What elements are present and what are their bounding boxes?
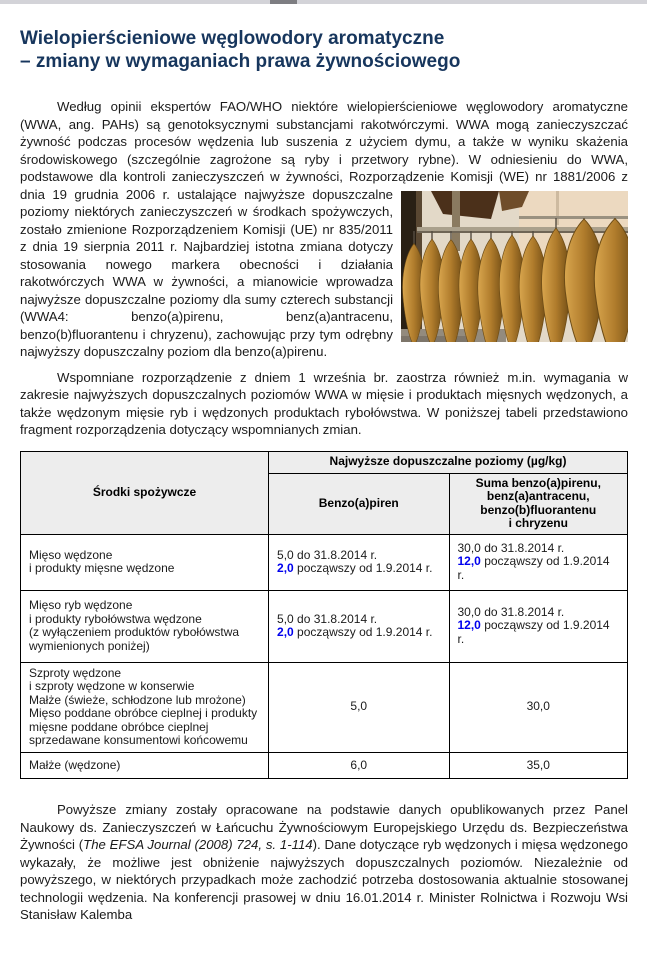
table-row-sprats-molluscs [21,662,628,752]
paragraph-regulation: Wspomniane rozporządzenie z dniem 1 września br. zaostrza również m.in. wymagania w zakresie najwyższych dopuszczalnych poziomów WWA w mięsie i produktach mięsnych wędzonych, a także wędzonym mięsie ryb i wędzonych produktach rybołówstwa. W poniższej tabeli przedstawiono fragment rozporządzenia dotyczący wspomnianych zmian. [20,369,628,437]
new-limit-value: 2,0 [277,561,294,575]
paragraph-efsa-text-2: ). Dane dotyczące ryb wędzonych i mięsa wędzonego wykazały, że możliwe jest obniżenie najwyższych dopuszczalnych poziomów. Niezależnie od powyższego, w niektórych przypadkach może zachodzić potrzeba dostosowania aktualnie stosowanej technologii wędzenia. Na konferencji prasowej w dniu 16.01.2014 r. Minister Rolnictwa i Rozwoju Wsi Stanisław Kalemba [20,837,629,922]
product-cell: Mięso wędzone i produkty mięsne wędzone [21,534,269,590]
paragraph-intro-text-2: dopuszczalne poziomy niektórych zanieczyszczeń w środkach spożywczych, zostało zmienione Rozporządzeniem Komisji (UE) nr 835/2011 z dnia 19 sierpnia 2011 r. Najbardziej istotna zmiana dotyczy stosowania nowego markera obecności i działania rakotwórczych WWA w żywności, a mianowicie wprowadza najwyższe dopuszczalne poziomy dla sumy czterech substancji (WWA4: benzo(a)pirenu, benz(a)antracenu, benzo(b)fluorantenu i chryzenu), zachowując przy tym odrębny najwyższy dopuszczalny poziom dla benzo(a)pirenu. [20,186,393,359]
sum-pah4-cell: 30,0 [449,662,628,752]
page-title [20,27,628,73]
smoked-fish-photo [401,191,628,342]
page-title-line1: Wielopierścieniowe węglowodory aromatyczne [20,28,445,49]
new-limit-value: 2,0 [277,625,294,639]
benzoapyrene-cell: 5,0 [269,662,449,752]
sum-pah4-cell: 35,0 [449,752,628,779]
benzoapyrene-cell: 5,0 do 31.8.2014 r. 2,0 począwszy od 1.9.2014 r. [269,590,449,662]
paragraph-intro-text-1: Według opinii ekspertów FAO/WHO niektóre wielopierścieniowe węglowodory aromatyczne (WWA, ang. PAHs) są genotoksycznymi substancjami rakotwórczymi. WWA mogą zanieczyszczać żywność podczas procesów wędzenia lub suszenia z użyciem dymu, a także w wyniku skażenia środowiskowego (szczególnie zagrożone są ryby i przetwory rybne). W odniesieniu do WWA, podstawowe dla kontroli zanieczyszczeń w żywności, Rozporządzenie Komisji (WE) nr 1881/2006 z dnia 19 grudnia 2006 r. ustalające najwyższe [20,99,628,202]
paragraph-efsa-text-1: Powyższe zmiany zostały opracowane na podstawie danych opublikowanych przez Panel Naukowy ds. Zanieczyszczeń w Łańcuchu Żywnościowym Europejskiego Urzędu ds. Bezpieczeństwa Żywności ( [20,802,628,852]
table-row-smoked-fish-meat [21,590,628,662]
top-scrollbar-thumb[interactable] [270,0,297,4]
new-limit-value: 12,0 [457,618,481,633]
product-cell: Małże (wędzone) [21,752,269,779]
product-cell: Szproty wędzone i szproty wędzone w konserwie Małże (świeże, schłodzone lub mrożone) Mięso poddane obróbce cieplnej i produkty mięsne poddane obróbce cieplnej sprzedawane konsumentowi końcowemu [21,662,269,752]
column-header-products: Środki spożywcze [21,451,269,534]
column-header-benzoapyrene: Benzo(a)piren [269,473,449,534]
product-cell: Mięso ryb wędzone i produkty rybołówstwa wędzone (z wyłączeniem produktów rybołówstwa wymienionych poniżej) [21,590,269,662]
page-title-line2: – zmiany w wymaganiach prawa żywnościowego [20,51,461,72]
column-header-sum-pah4: Suma benzo(a)pirenu, benz(a)antracenu, benzo(b)fluorantenu i chryzenu [449,473,628,534]
limits-table [20,451,628,780]
new-limit-value: 12,0 [457,554,481,569]
table-row-smoked-meat [21,534,628,590]
sum-pah4-cell: 30,0 do 31.8.2014 r. 12,0 począwszy od 1.9.2014 r. [449,534,628,590]
table-row-smoked-molluscs [21,752,628,779]
top-scrollbar-track [0,0,647,4]
paragraph-intro [20,98,628,361]
article-body [0,27,647,924]
efsa-journal-reference: The EFSA Journal (2008) 724, s. 1-114 [83,837,313,852]
paragraph-efsa [20,801,628,924]
smoked-fish-image [401,191,628,342]
benzoapyrene-cell: 6,0 [269,752,449,779]
column-header-levels-group: Najwyższe dopuszczalne poziomy (µg/kg) [269,451,628,473]
sum-pah4-cell: 30,0 do 31.8.2014 r. 12,0 począwszy od 1.9.2014 r. [449,590,628,662]
benzoapyrene-cell: 5,0 do 31.8.2014 r. 2,0 począwszy od 1.9.2014 r. [269,534,449,590]
